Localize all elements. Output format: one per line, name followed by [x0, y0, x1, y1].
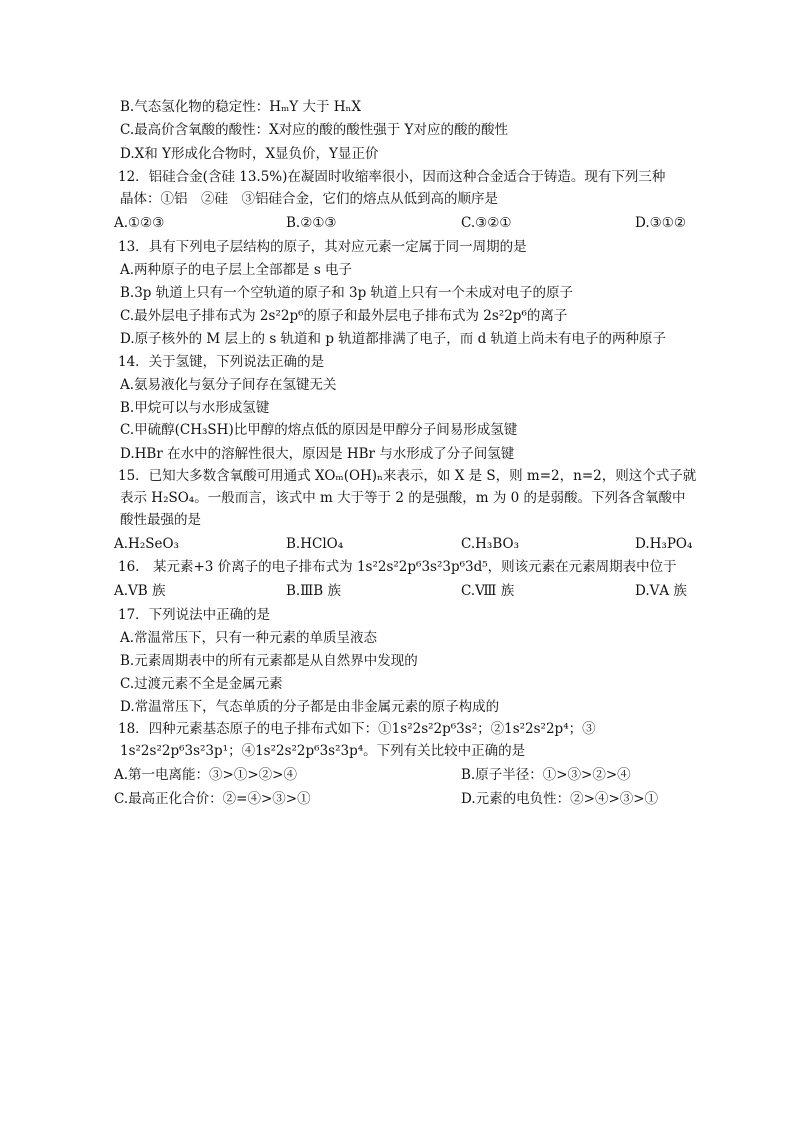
q13-option-d: D.原子核外的 M 层上的 s 轨道和 p 轨道都排满了电子，而 d 轨道上尚未有电子的两种原子 [120, 331, 666, 347]
q18-option-d: D.元素的电负性：②>④>③>① [461, 791, 659, 807]
q15-stem-line3: 酸性最强的是 [120, 512, 201, 528]
q13-option-c: C.最外层电子排布式为 2s²2p⁶的原子和最外层电子排布式为 2s²2p⁶的离子 [120, 308, 568, 324]
q14-option-c: C.甲硫醇(CH₃SH)比甲醇的熔点低的原因是甲醇分子间易形成氢键 [120, 422, 518, 438]
q14-option-b: B.甲烷可以与水形成氢键 [120, 400, 270, 416]
q14-option-a: A.氨易液化与氨分子间存在氢键无关 [120, 377, 337, 393]
q16-option-d: D.ⅤA 族 [635, 583, 687, 599]
q15-option-b: B.HClO₄ [286, 536, 344, 552]
q15-stem-line2: 表示 H₂SO₄。一般而言，该式中 m 大于等于 2 的是强酸，m 为 0 的是弱酸。下列各含氧酸中 [120, 490, 686, 506]
q13-stem: 13．具有下列电子层结构的原子，其对应元素一定属于同一周期的是 [118, 239, 527, 255]
q13-option-b: B.3p 轨道上只有一个空轨道的原子和 3p 轨道上只有一个未成对电子的原子 [120, 285, 574, 301]
q15-stem-line1: 15．已知大多数含氧酸可用通式 XOₘ(OH)ₙ来表示，如 X 是 S，则 m=2，n=2，则这个式子就 [118, 468, 697, 484]
q15-option-c: C.H₃BO₃ [461, 536, 519, 552]
q12-options [114, 214, 694, 232]
q11-option-d: D.X和 Y形成化合物时，X显负价，Y显正价 [120, 146, 379, 162]
q16-option-b: B.ⅢB 族 [286, 583, 341, 599]
q17-option-b: B.元素周期表中的所有元素都是从自然界中发现的 [120, 653, 418, 669]
q14-stem: 14．关于氢键，下列说法正确的是 [118, 354, 325, 370]
q18-option-b: B.原子半径：①>③>②>④ [461, 767, 631, 783]
q16-option-c: C.Ⅷ 族 [461, 583, 515, 599]
q15-option-a: A.H₂SeO₃ [114, 536, 179, 552]
q12-option-d: D.③①② [635, 215, 686, 231]
q12-stem-line2: 晶体：①铝 ②硅 ③铝硅合金，它们的熔点从低到高的顺序是 [120, 191, 498, 207]
q16-stem: 16. 某元素+3 价离子的电子排布式为 1s²2s²2p⁶3s²3p⁶3d⁵，则该元素在元素周期表中位于 [118, 559, 677, 575]
q15-options [114, 535, 694, 553]
q14-option-d: D.HBr 在水中的溶解性很大，原因是 HBr 与水形成了分子间氢键 [120, 446, 515, 462]
q17-stem: 17．下列说法中正确的是 [118, 607, 271, 623]
q18-options-row1 [114, 766, 694, 784]
q18-stem-line1: 18．四种元素基态原子的电子排布式如下：①1s²2s²2p⁶3s²；②1s²2s²2p⁴；③ [118, 721, 596, 737]
q17-option-a: A.常温常压下，只有一种元素的单质呈液态 [120, 630, 378, 646]
q18-stem-line2: 1s²2s²2p⁶3s²3p¹；④1s²2s²2p⁶3s²3p⁴。下列有关比较中正确的是 [120, 743, 526, 759]
q12-option-a: A.①②③ [114, 215, 165, 231]
q18-option-c: C.最高正化合价：②=④>③>① [114, 791, 311, 807]
q18-options-row2 [114, 790, 694, 808]
q16-option-a: A.ⅤB 族 [114, 583, 166, 599]
q11-option-c: C.最高价含氧酸的酸性：X对应的酸的酸性强于 Y对应的酸的酸性 [120, 122, 508, 138]
q17-option-d: D.常温常压下，气态单质的分子都是由非金属元素的原子构成的 [120, 699, 500, 715]
q18-option-a: A.第一电离能：③>①>②>④ [114, 767, 297, 783]
q13-option-a: A.两种原子的电子层上全部都是 s 电子 [120, 262, 353, 278]
q17-option-c: C.过渡元素不全是金属元素 [120, 676, 283, 692]
q12-stem-line1: 12．铝硅合金(含硅 13.5%)在凝固时收缩率很小，因而这种合金适合于铸造。现有下列三种 [118, 169, 666, 185]
q15-option-d: D.H₃PO₄ [635, 536, 693, 552]
q11-option-b: B.气态氢化物的稳定性：HₘY 大于 HₙX [120, 99, 361, 115]
q12-option-c: C.③②① [461, 215, 512, 231]
q12-option-b: B.②①③ [286, 215, 337, 231]
q16-options [114, 582, 694, 600]
